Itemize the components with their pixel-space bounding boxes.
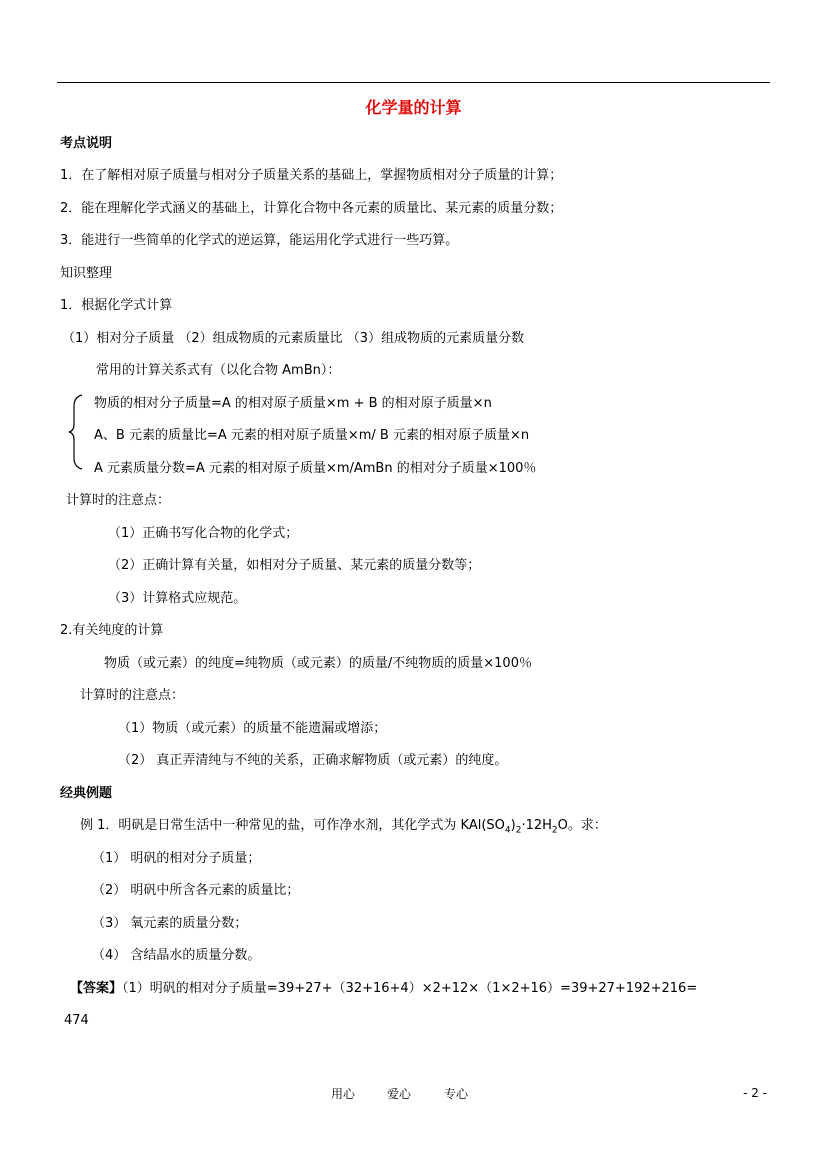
kaodian-heading: 考点说明 — [60, 136, 113, 151]
notes1-item-1: （1）正确书写化合物的化学式； — [108, 526, 299, 541]
notes2-item-2: （2） 真正弄清纯与不纯的关系，正确求解物质（或元素）的纯度。 — [118, 753, 508, 768]
kaodian-item-1: 1．在了解相对原子质量与相对分子质量关系的基础上，掌握物质相对分子质量的计算； — [60, 168, 563, 183]
example-1-intro — [80, 817, 607, 840]
item2-heading: 2.有关纯度的计算 — [60, 623, 164, 638]
formula-mass-ratio: A、B 元素的质量比=A 元素的相对原子质量×m/ B 元素的相对原子质量×n — [94, 428, 530, 443]
example-sub-2: 2 — [515, 825, 522, 836]
answer-label: 【答案】 — [70, 981, 123, 996]
kaodian-item-2: 2．能在理解化学式涵义的基础上，计算化合物中各元素的质量比、某元素的质量分数； — [60, 201, 563, 216]
header-rule — [57, 82, 770, 83]
example-paren: ) — [510, 818, 516, 833]
notes2-item-1: （1）物质（或元素）的质量不能遗漏或增添； — [118, 721, 387, 736]
footer-item-1: 用心 — [331, 1087, 356, 1101]
item1-heading: 1．根据化学式计算 — [60, 298, 173, 313]
example-sub-4: 4 — [504, 825, 511, 836]
example-end: O。求： — [557, 818, 607, 833]
notes1-item-3: （3）计算格式应规范。 — [108, 591, 247, 606]
notes1-heading: 计算时的注意点： — [66, 493, 171, 508]
example-sub-2b: 2 — [551, 825, 558, 836]
item1-subitems: （1）相对分子质量 （2）组成物质的元素质量比 （3）组成物质的元素质量分数 — [62, 331, 525, 346]
question-1: （1） 明矾的相对分子质量； — [92, 851, 261, 866]
formula-relative-molecular-mass: 物质的相对分子质量=A 的相对原子质量×m + B 的相对原子质量×n — [94, 396, 492, 411]
zhishi-heading: 知识整理 — [60, 266, 113, 281]
example-heading: 经典例题 — [60, 786, 113, 801]
formula-intro: 常用的计算关系式有（以化合物 AmBn）： — [96, 363, 341, 378]
question-4: （4） 含结晶水的质量分数。 — [92, 948, 261, 963]
footer-item-2: 爱心 — [387, 1087, 412, 1101]
question-2: （2） 明矾中所含各元素的质量比； — [92, 883, 300, 898]
answer-line — [70, 980, 697, 998]
answer-result: 474 — [64, 1013, 89, 1028]
footer-item-3: 专心 — [444, 1087, 469, 1101]
page-number: - 2 - — [743, 1086, 767, 1100]
notes1-item-2: （2）正确计算有关量，如相对分子质量、某元素的质量分数等； — [108, 558, 481, 573]
example-dot: ·12H — [521, 818, 552, 833]
purity-formula: 物质（或元素）的纯度=纯物质（或元素）的质量/不纯物质的质量×100％ — [104, 656, 532, 671]
notes2-heading: 计算时的注意点： — [80, 688, 185, 703]
formula-mass-fraction: A 元素质量分数=A 元素的相对原子质量×m/AmBn 的相对分子质量×100％ — [94, 461, 537, 476]
page-title: 化学量的计算 — [365, 98, 462, 117]
left-brace-icon — [68, 394, 84, 470]
answer-text: （1）明矾的相对分子质量=39+27+（32+16+4）×2+12×（1×2+16）=39+27+192+216= — [122, 981, 698, 996]
example-intro-text: 例 1．明矾是日常生活中一种常见的盐，可作净水剂，其化学式为 KAl(SO — [80, 818, 505, 833]
question-3: （3） 氧元素的质量分数； — [92, 916, 248, 931]
kaodian-item-3: 3．能进行一些简单的化学式的逆运算，能运用化学式进行一些巧算。 — [60, 233, 459, 248]
